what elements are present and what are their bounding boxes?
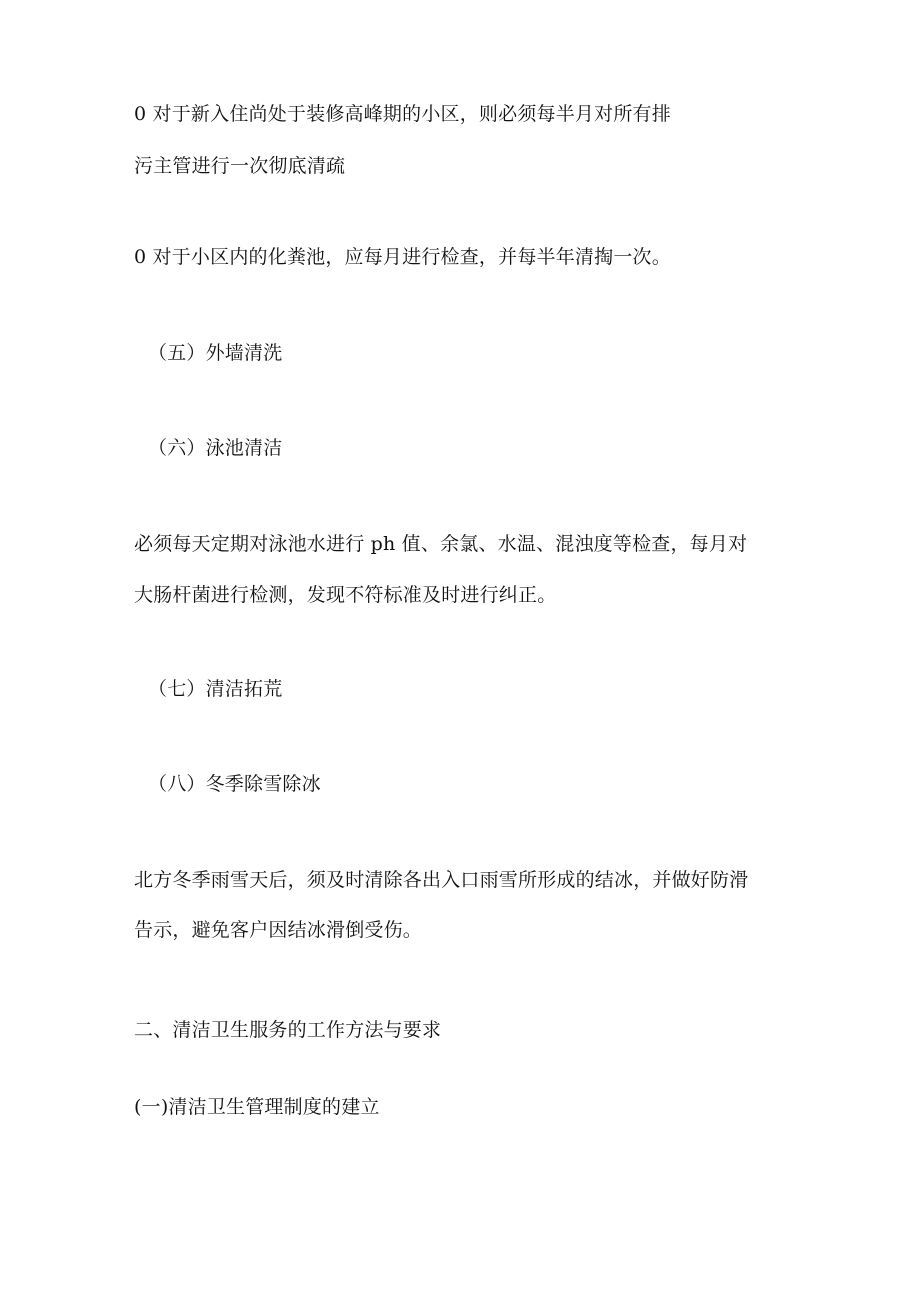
paragraph-line: 0 对于小区内的化粪池，应每月进行检查，并每半年清掏一次。 [134, 246, 671, 268]
subsection-heading: (一)清洁卫生管理制度的建立 [134, 1096, 380, 1118]
chapter-heading: 二、清洁卫生服务的工作方法与要求 [134, 1019, 442, 1041]
paragraph-line: 污主管进行一次彻底清疏 [134, 155, 346, 177]
section-heading: （八）冬季除雪除冰 [148, 773, 321, 795]
section-heading: （七）清洁拓荒 [148, 678, 283, 700]
paragraph-line: 大肠杆菌进行检测，发现不符标准及时进行纠正。 [134, 584, 557, 606]
paragraph-line: 0 对于新入住尚处于装修高峰期的小区，则必须每半月对所有排 [134, 103, 671, 125]
section-heading: （五）外墙清洗 [148, 342, 283, 364]
paragraph-line: 北方冬季雨雪天后，须及时清除各出入口雨雪所形成的结冰，并做好防滑 [134, 869, 749, 891]
section-heading: （六）泳池清洁 [148, 437, 283, 459]
paragraph-line: 告示，避免客户因结冰滑倒受伤。 [134, 919, 423, 941]
paragraph-line: 必须每天定期对泳池水进行 ph 值、余氯、水温、混浊度等检查，每月对 [134, 533, 748, 555]
